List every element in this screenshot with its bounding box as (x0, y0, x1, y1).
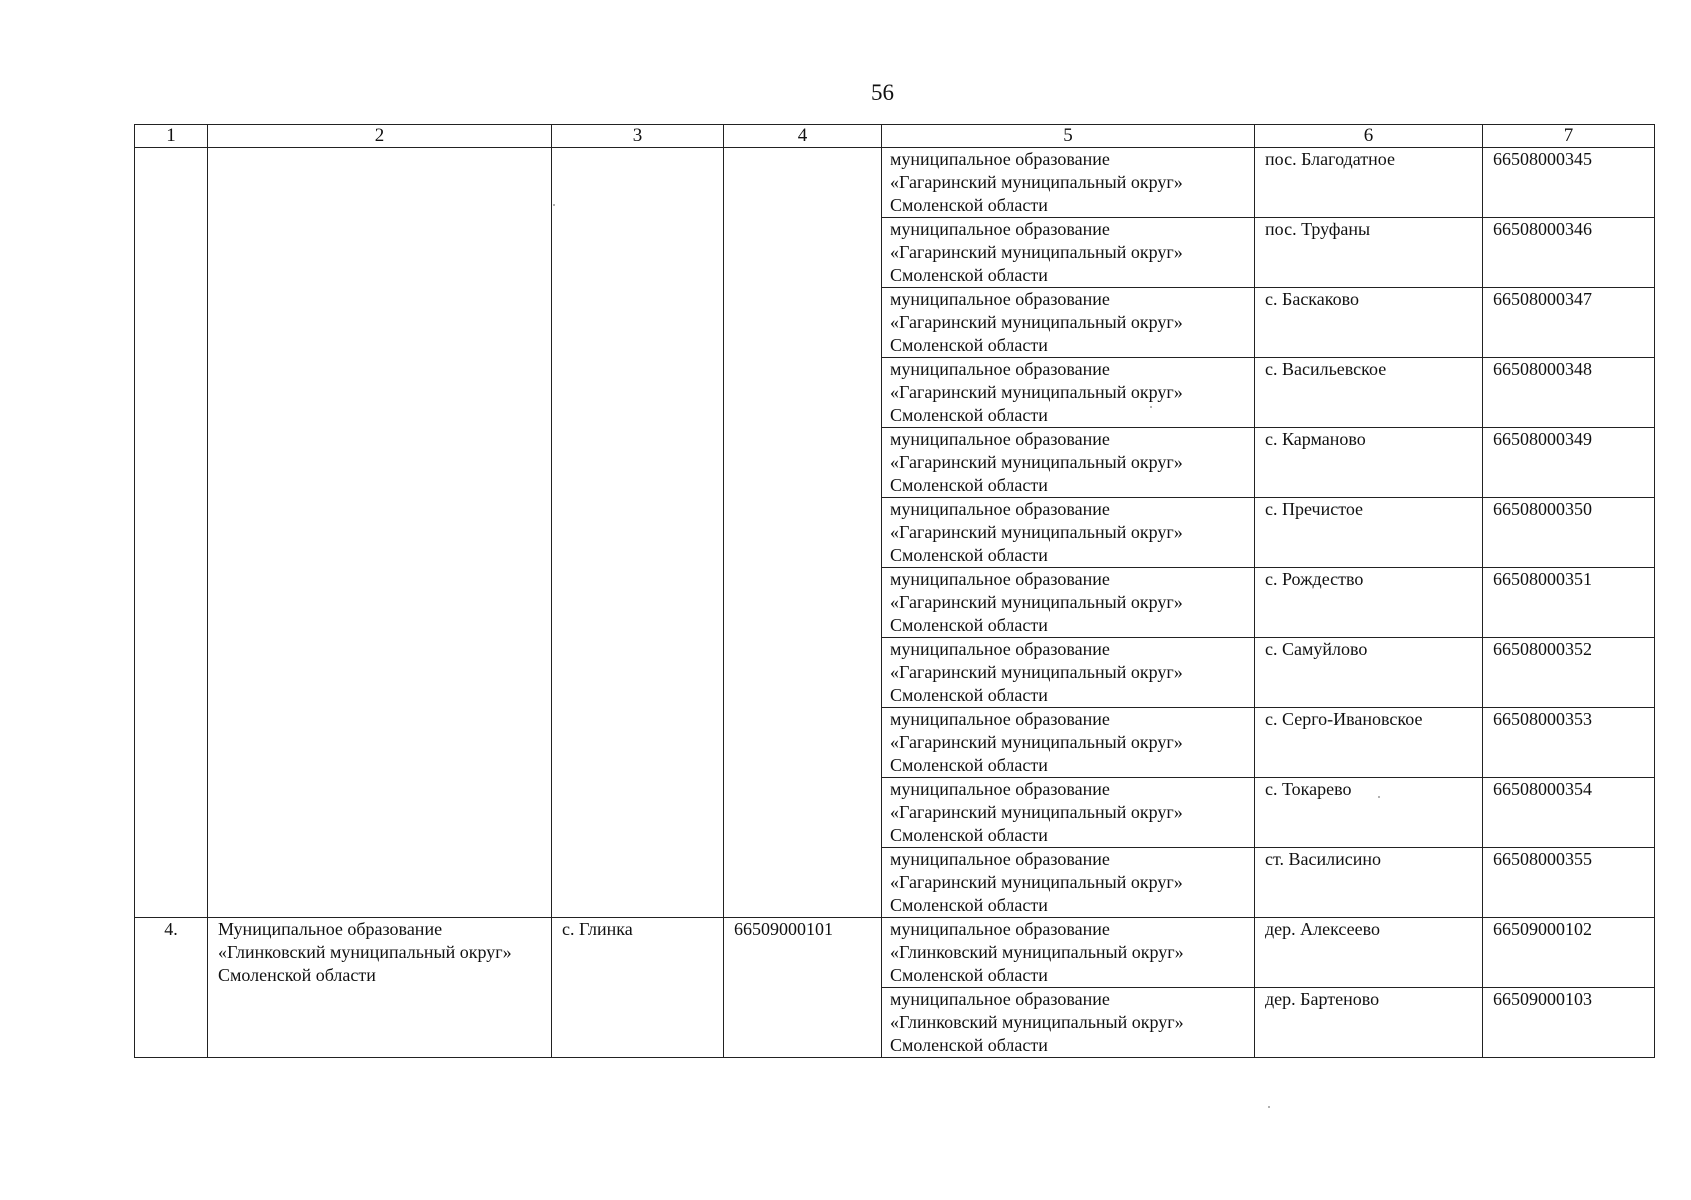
municipality-cell (882, 638, 1255, 708)
municipality-line: муниципальное образование (890, 779, 1110, 799)
column-number: 3 (552, 125, 724, 148)
admin-center-code-cell (724, 148, 882, 918)
municipality-line: Смоленской области (890, 265, 1048, 285)
municipality-line: Смоленской области (890, 895, 1048, 915)
municipality-line: Смоленской области (890, 755, 1048, 775)
settlement-cell: с. Пречистое (1255, 498, 1483, 568)
municipality-line: «Гагаринский муниципальный округ» (890, 872, 1183, 892)
oktmo-code-cell: 66508000345 (1483, 148, 1655, 218)
oktmo-code-cell: 66508000350 (1483, 498, 1655, 568)
row-number-cell (135, 148, 208, 918)
municipality-line: муниципальное образование (890, 429, 1110, 449)
admin-center-cell (552, 148, 724, 918)
municipality-name-cell: Муниципальное образование «Глинковский муниципальный округ» Смоленской области (208, 918, 552, 1058)
municipality-line: Смоленской области (890, 965, 1048, 985)
municipality-line: Смоленской области (890, 195, 1048, 215)
municipality-cell (882, 148, 1255, 218)
oktmo-code-cell: 66509000102 (1483, 918, 1655, 988)
municipality-cell (882, 358, 1255, 428)
scan-speck (1268, 1106, 1270, 1108)
oktmo-code-cell: 66509000103 (1483, 988, 1655, 1058)
municipality-cell (882, 988, 1255, 1058)
municipality-line: муниципальное образование (890, 989, 1110, 1009)
admin-center-cell: с. Глинка (552, 918, 724, 1058)
municipality-cell (882, 288, 1255, 358)
table-row (135, 918, 1655, 988)
scan-speck (1378, 796, 1380, 798)
column-number: 4 (724, 125, 882, 148)
column-number: 7 (1483, 125, 1655, 148)
oktmo-code-cell: 66508000351 (1483, 568, 1655, 638)
municipality-line: «Гагаринский муниципальный округ» (890, 662, 1183, 682)
settlement-cell: дер. Бартеново (1255, 988, 1483, 1058)
admin-center-code-cell: 66509000101 (724, 918, 882, 1058)
municipality-line: «Гагаринский муниципальный округ» (890, 732, 1183, 752)
municipality-line: Смоленской области (890, 335, 1048, 355)
column-number: 1 (135, 125, 208, 148)
municipality-cell (882, 708, 1255, 778)
municipality-cell (882, 778, 1255, 848)
municipality-cell (882, 568, 1255, 638)
municipality-line: муниципальное образование (890, 849, 1110, 869)
municipality-line: муниципальное образование (890, 359, 1110, 379)
column-number: 6 (1255, 125, 1483, 148)
settlement-cell: пос. Труфаны (1255, 218, 1483, 288)
municipality-line: «Гагаринский муниципальный округ» (890, 242, 1183, 262)
municipality-line: Смоленской области (890, 475, 1048, 495)
municipality-line: муниципальное образование (890, 639, 1110, 659)
municipality-line: «Гагаринский муниципальный округ» (890, 522, 1183, 542)
settlement-cell: ст. Василисино (1255, 848, 1483, 918)
municipality-line: «Гагаринский муниципальный округ» (890, 802, 1183, 822)
oktmo-code-cell: 66508000355 (1483, 848, 1655, 918)
municipality-line: муниципальное образование (890, 569, 1110, 589)
oktmo-code-cell: 66508000353 (1483, 708, 1655, 778)
municipality-line: муниципальное образование (890, 919, 1110, 939)
municipality-line: «Гагаринский муниципальный округ» (890, 452, 1183, 472)
settlement-cell: с. Баскаково (1255, 288, 1483, 358)
table-row (135, 148, 1655, 218)
column-number-row (135, 125, 1655, 148)
settlement-cell: с. Карманово (1255, 428, 1483, 498)
settlements-table (134, 124, 1655, 1058)
municipality-line: муниципальное образование (890, 219, 1110, 239)
page-number: 56 (871, 80, 894, 105)
municipality-line: Смоленской области (890, 685, 1048, 705)
scan-speck (1150, 406, 1152, 408)
municipality-line: муниципальное образование (890, 149, 1110, 169)
settlement-cell: дер. Алексеево (1255, 918, 1483, 988)
table-body (135, 125, 1655, 1058)
municipality-line: Смоленской области (890, 825, 1048, 845)
row-number-cell: 4. (135, 918, 208, 1058)
oktmo-code-cell: 66508000347 (1483, 288, 1655, 358)
settlement-cell: с. Рождество (1255, 568, 1483, 638)
municipality-line: «Гагаринский муниципальный округ» (890, 172, 1183, 192)
municipality-line: «Гагаринский муниципальный округ» (890, 312, 1183, 332)
municipality-line: «Гагаринский муниципальный округ» (890, 382, 1183, 402)
municipality-cell (882, 428, 1255, 498)
municipality-cell (882, 918, 1255, 988)
municipality-line: «Глинковский муниципальный округ» (890, 942, 1184, 962)
oktmo-code-cell: 66508000352 (1483, 638, 1655, 708)
municipality-name-cell (208, 148, 552, 918)
oktmo-code-cell: 66508000354 (1483, 778, 1655, 848)
municipality-line: Смоленской области (890, 615, 1048, 635)
oktmo-code-cell: 66508000346 (1483, 218, 1655, 288)
municipality-line: муниципальное образование (890, 289, 1110, 309)
scan-speck (553, 204, 555, 206)
municipality-cell (882, 498, 1255, 568)
municipality-line: Смоленской области (890, 405, 1048, 425)
column-number: 2 (208, 125, 552, 148)
settlement-cell: с. Токарево (1255, 778, 1483, 848)
municipality-line: Смоленской области (890, 545, 1048, 565)
municipality-line: муниципальное образование (890, 709, 1110, 729)
municipality-line: муниципальное образование (890, 499, 1110, 519)
settlement-cell: с. Самуйлово (1255, 638, 1483, 708)
settlement-cell: с. Серго-Ивановское (1255, 708, 1483, 778)
oktmo-code-cell: 66508000348 (1483, 358, 1655, 428)
settlement-cell: пос. Благодатное (1255, 148, 1483, 218)
oktmo-code-cell: 66508000349 (1483, 428, 1655, 498)
municipality-line: Смоленской области (890, 1035, 1048, 1055)
municipality-cell (882, 848, 1255, 918)
municipality-cell (882, 218, 1255, 288)
settlement-cell: с. Васильевское (1255, 358, 1483, 428)
column-number: 5 (882, 125, 1255, 148)
municipality-line: «Глинковский муниципальный округ» (890, 1012, 1184, 1032)
municipality-line: «Гагаринский муниципальный округ» (890, 592, 1183, 612)
